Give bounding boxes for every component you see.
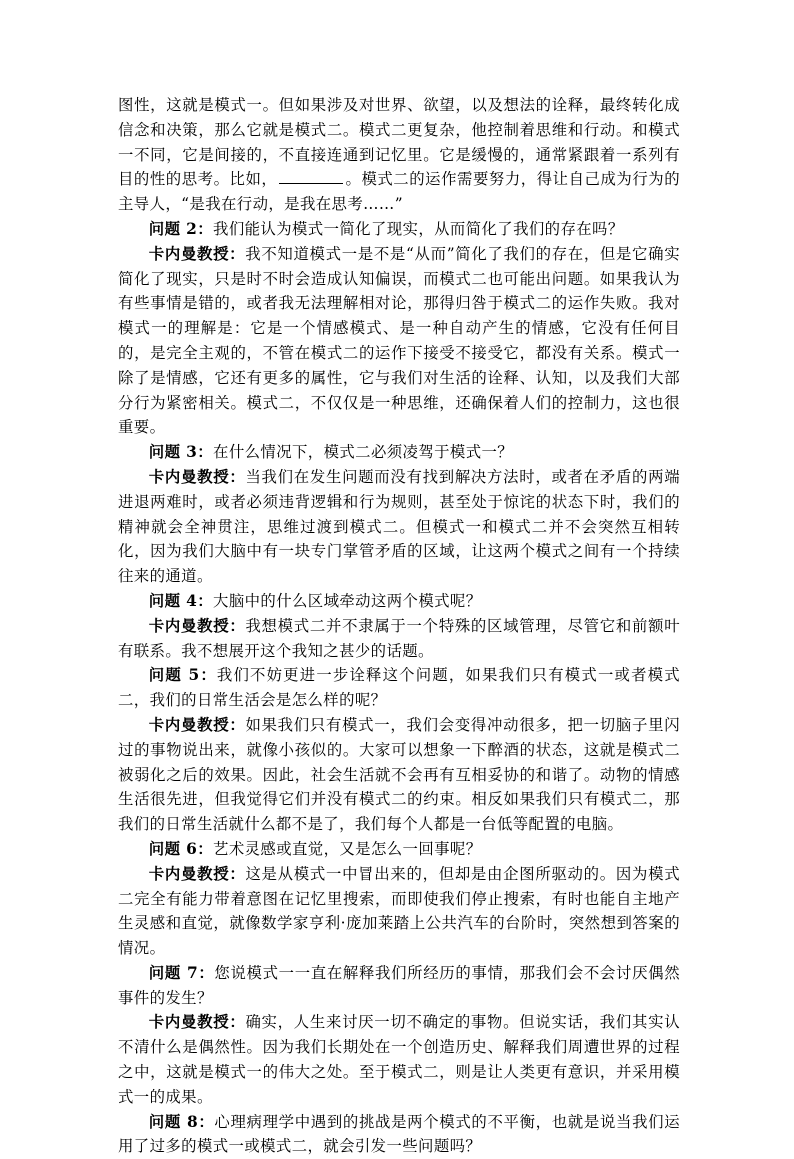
answer-label: 卡内曼教授： (148, 1013, 246, 1032)
intro-text-before-blank: 图性，这就是模式一。但如果涉及对世界、欲望，以及想法的诠释，最终转化成信念和决策，那么它就是模式二。模式二更复杂，他控制着思维和行动。和模式一不同，它是间接的，不直接连通到记忆里。它是缓慢的，通常紧跟着一系列有目的性的思考。比如， (118, 96, 680, 189)
answer-text: 我想模式二并不隶属于一个特殊的区域管理，尽管它和前额叶有联系。我不想展开这个我知之甚少的话题。 (118, 616, 680, 660)
answer-text: 如果我们只有模式一，我们会变得冲动很多，把一切脑子里闪过的事物说出来，就像小孩似的。大家可以想象一下醉酒的状态，这就是模式二被弱化之后的效果。因此，社会生活就不会再有互相妥协的和谐了。动物的情感生活很先进，但我觉得它们并没有模式二的约束。相反如果我们只有模式二，那我们的日常生活就什么都不是了，我们每个人都是一台低等配置的电脑。 (118, 715, 680, 834)
answer-6 (118, 862, 680, 961)
question-label: 问题 4： (148, 591, 214, 610)
question-2 (118, 217, 680, 242)
question-text: 艺术灵感或直觉，又是怎么一回事呢？ (213, 839, 482, 858)
answer-label: 卡内曼教授： (148, 244, 246, 263)
question-text: 大脑中的什么区域牵动这两个模式呢？ (213, 591, 482, 610)
intro-paragraph (118, 93, 680, 217)
answer-text: 这是从模式一中冒出来的，但却是由企图所驱动的。因为模式二完全有能力带着意图在记忆里搜索，而即使我们停止搜索，有时也能自主地产生灵感和直觉，就像数学家亨利·庞加莱踏上公共汽车的台阶时，突然想到答案的情况。 (118, 864, 680, 958)
answer-label: 卡内曼教授： (148, 467, 246, 486)
question-text: 心理病理学中遇到的挑战是两个模式的不平衡，也就是说当我们运用了过多的模式一或模式二，就会引发一些问题吗？ (118, 1112, 680, 1156)
intro-text-after-blank: 。模式二的运作需要努力，得让自己成为行为的主导人，“是我在行动，是我在思考……” (118, 170, 680, 214)
answer-text: 我不知道模式一是不是“从而”简化了我们的存在，但是它确实简化了现实，只是时不时会造成认知偏误，而模式二也可能出问题。如果我认为有些事情是错的，或者我无法理解相对论，那得归咎于模式二的运作失败。我对模式一的理解是：它是一个情感模式、是一种自动产生的情感，它没有任何目的，是完全主观的，不管在模式二的运作下接受不接受它，都没有关系。模式一除了是情感，它还有更多的属性，它与我们对生活的诠释、认知，以及我们大部分行为紧密相关。模式二，不仅仅是一种思维，还确保着人们的控制力，这也很重要。 (118, 244, 681, 437)
question-text: 您说模式一一直在解释我们所经历的事情，那我们会不会讨厌偶然事件的发生？ (118, 963, 680, 1007)
question-label: 问题 6： (148, 839, 214, 858)
question-label: 问题 8： (148, 1112, 215, 1131)
answer-7 (118, 1010, 680, 1109)
question-4 (118, 589, 680, 614)
answer-5 (118, 713, 680, 837)
question-label: 问题 5： (148, 666, 217, 685)
question-label: 问题 3： (148, 443, 214, 462)
answer-label: 卡内曼教授： (148, 616, 246, 635)
answer-3 (118, 465, 680, 589)
fill-in-blank (279, 169, 343, 184)
answer-4 (118, 614, 680, 664)
question-label: 问题 2： (148, 219, 214, 238)
answer-text: 确实，人生来讨厌一切不确定的事物。但说实话，我们其实认不清什么是偶然性。因为我们长期处在一个创造历史、解释我们周遭世界的过程之中，这就是模式一的伟大之处。至于模式二，则是让人类更有意识，并采用模式一的成果。 (118, 1013, 680, 1106)
question-6 (118, 837, 680, 862)
question-text: 我们能认为模式一简化了现实，从而简化了我们的存在吗？ (213, 219, 624, 238)
question-5 (118, 663, 680, 713)
question-text: 我们不妨更进一步诠释这个问题，如果我们只有模式一或者模式二，我们的日常生活会是怎么样的呢？ (118, 666, 680, 710)
answer-label: 卡内曼教授： (148, 864, 246, 883)
question-8 (118, 1110, 680, 1159)
question-7 (118, 961, 680, 1011)
document-page (118, 93, 680, 1159)
answer-text: 当我们在发生问题而没有找到解决方法时，或者在矛盾的两端进退两难时，或者必须违背逻辑和行为规则，甚至处于惊诧的状态下时，我们的精神就会全神贯注，思维过渡到模式二。但模式一和模式二并不会突然互相转化，因为我们大脑中有一块专门掌管矛盾的区域，让这两个模式之间有一个持续往来的通道。 (118, 467, 680, 586)
answer-label: 卡内曼教授： (148, 715, 246, 734)
question-text: 在什么情况下，模式二必须凌驾于模式一？ (213, 443, 514, 462)
answer-2 (118, 242, 680, 440)
question-3 (118, 440, 680, 465)
question-label: 问题 7： (148, 963, 215, 982)
